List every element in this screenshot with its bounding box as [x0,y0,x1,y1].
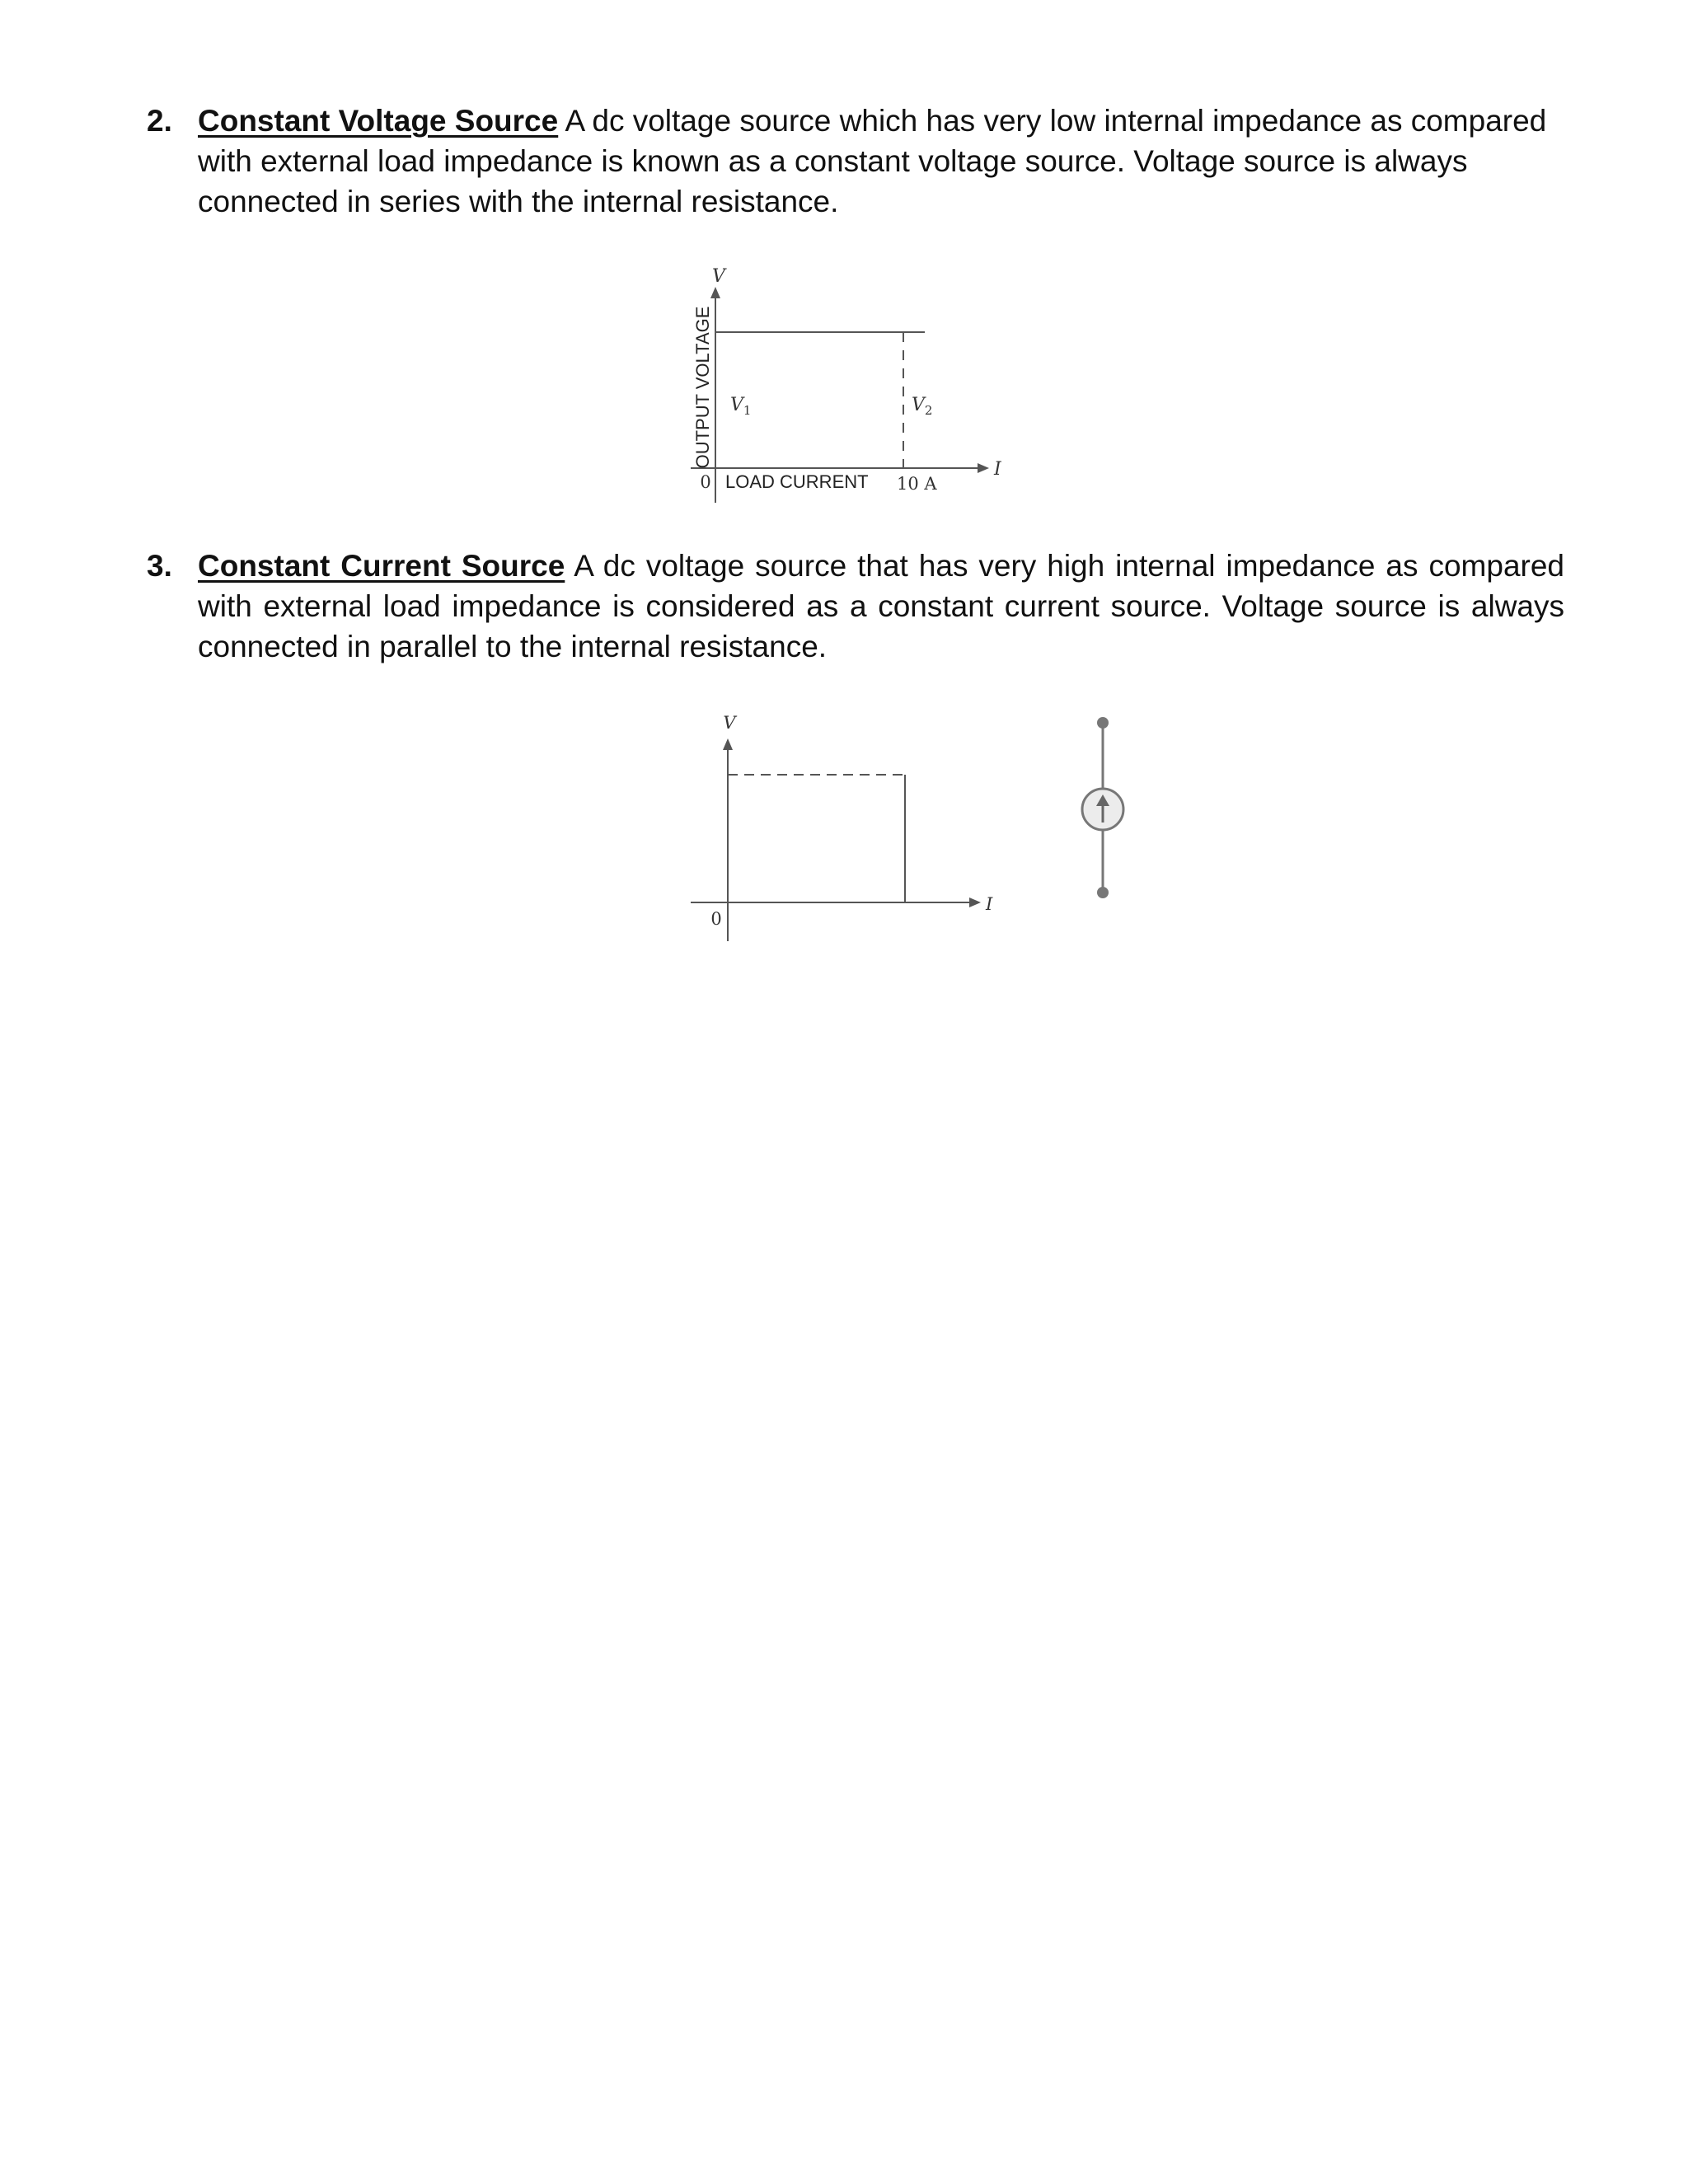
section-term: Constant Voltage Source [198,104,559,138]
section-text: A dc voltage source that has very high internal impedance as compared with external load impedance is considered as a constant current source. Voltage source is always connected in parallel to the internal resistance. [198,549,1564,663]
x-axis-title: LOAD CURRENT [725,471,869,492]
source-circle [1082,789,1123,830]
terminal-top [1097,717,1109,729]
i-axis-label: I [986,894,993,914]
v-axis-label: V [723,713,736,733]
i-axis-label: I [994,459,1001,480]
y-axis-title: OUTPUT VOLTAGE [692,306,713,469]
section-number: 3. [147,549,172,583]
section-term: Constant Current Source [198,549,565,583]
current-source-symbol [1082,717,1123,898]
section-body [198,101,1564,222]
terminal-bottom [1097,887,1109,898]
i-axis-arrow [969,898,981,907]
section-constant-current [147,546,1564,667]
arrow-up-icon [1096,794,1109,806]
i-axis-arrow [978,463,989,473]
section-constant-voltage [147,101,1564,222]
section-text: A dc voltage source which has very low internal impedance as compared with external load impedance is known as a constant voltage source. Voltage source is always connected in series with the internal resistance. [198,104,1547,218]
v-axis-arrow [710,287,720,298]
origin-label: 0 [700,472,711,492]
section-number: 2. [147,104,172,138]
origin-label: 0 [710,909,722,929]
section-body [198,546,1564,667]
v1-label: $V_1$ [730,395,752,418]
v-axis-label: V [712,266,725,287]
v2-label: $V_2$ [912,395,933,418]
current-tick-label: 10 A [897,474,937,494]
v-axis-arrow [723,738,733,750]
